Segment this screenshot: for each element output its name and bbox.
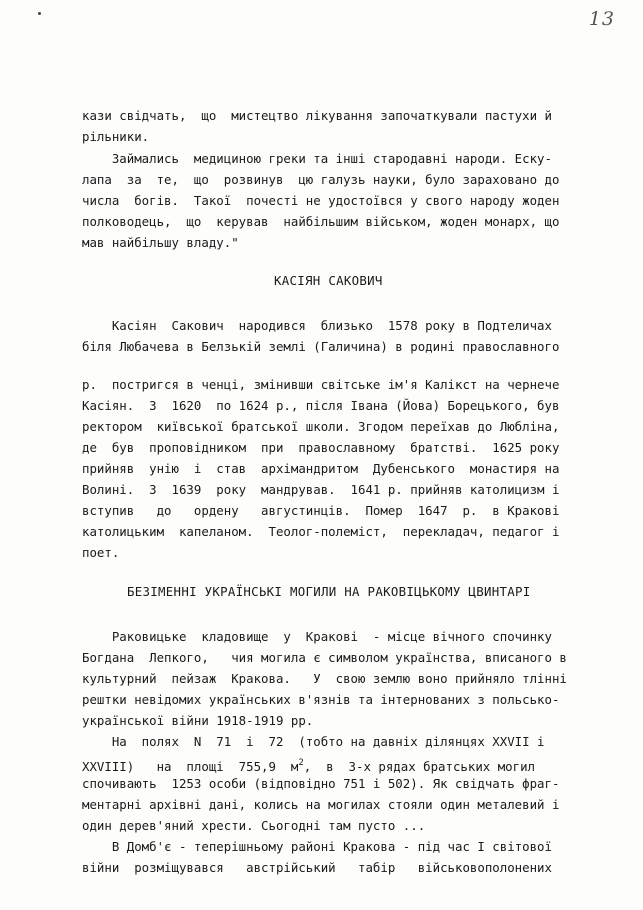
text-line: культурний пейзаж Кракова. У свою землю воно прийняло тлінні: [82, 671, 567, 686]
text-line: мав найбільшу владу.": [82, 235, 239, 250]
page-number: 13: [588, 8, 615, 30]
text-line: Волині. З 1639 року мандрував. 1641 р. прийняв католицизм і: [82, 482, 560, 497]
text-line: де був проповідником при православному братстві. 1625 року: [82, 440, 560, 455]
text-line: В Домб'є - теперішньому районі Кракова - під час І світової: [82, 839, 552, 854]
text-line: української війни 1918-1919 рр.: [82, 713, 314, 728]
text-line: один дерев'яний хрести. Сьогодні там пусто ...: [82, 818, 426, 833]
text-line: Касіян Сакович народився близько 1578 року в Подтеличах: [82, 318, 552, 333]
text-line: Займались медициною греки та інші стародавні народи. Еску-: [82, 151, 552, 166]
text-line: Касіян. З 1620 по 1624 р., після Івана (Йова) Борецького, був: [82, 398, 560, 413]
ink-dot: [38, 12, 41, 15]
section-heading: КАСІЯН САКОВИЧ: [274, 273, 383, 288]
text-line: кази свідчать, що мистецтво лікування започаткували пастухи й: [82, 108, 552, 123]
text-line: війни розміщувався австрійський табір військовополонених: [82, 860, 552, 875]
text-line: На полях N 71 і 72 (тобто на давніх ділянцях XXVII і: [82, 734, 545, 749]
text-line: спочивають 1253 особи (відповідно 751 і 502). Як свідчать фраг-: [82, 776, 560, 791]
section-heading: БЕЗІМЕННІ УКРАЇНСЬКІ МОГИЛИ НА РАКОВІЦЬКОМУ ЦВИНТАРІ: [127, 584, 531, 599]
text-line: католицьким капеланом. Теолог-полеміст, перекладач, педагог і: [82, 524, 560, 539]
text-line: біля Любачева в Белзькій землі (Галичина) в родині православного: [82, 339, 560, 354]
text-line: полководець, що керував найбільшим військом, жоден монарх, що: [82, 214, 560, 229]
text-line: ментарні архівні дані, колись на могилах стояли один металевий і: [82, 797, 560, 812]
text-line: рештки невідомих українських в'язнів та інтернованих з польсько-: [82, 692, 560, 707]
text-line: Раковицьке кладовище у Кракові - місце вічного спочинку: [82, 629, 552, 644]
text-line: р. постригся в ченці, змінивши світське ім'я Калікст на чернече: [82, 377, 560, 392]
text-line: числа богів. Такої почесті не удостоївся у свого народу жоден: [82, 193, 560, 208]
text-span: , в 3-х рядах братських могил: [303, 759, 536, 774]
text-line: лапа за те, що розвинув цю галузь науки, було зараховано до: [82, 172, 560, 187]
text-line: Богдана Лепкого, чия могила є символом українства, вписаного в: [82, 650, 567, 665]
text-line: [82, 755, 582, 775]
superscript: 2: [298, 758, 304, 768]
text-line: прийняв унію і став архімандритом Дубенського монастиря на: [82, 461, 560, 476]
text-line: вступив до ордену августинців. Помер 1647 р. в Кракові: [82, 503, 560, 518]
text-span: XXVIII) на площі 755,9 м: [82, 759, 299, 774]
text-line: поет.: [82, 545, 120, 560]
text-line: ректором київської братської школи. Згодом переїхав до Любліна,: [82, 419, 560, 434]
text-line: рільники.: [82, 129, 150, 144]
